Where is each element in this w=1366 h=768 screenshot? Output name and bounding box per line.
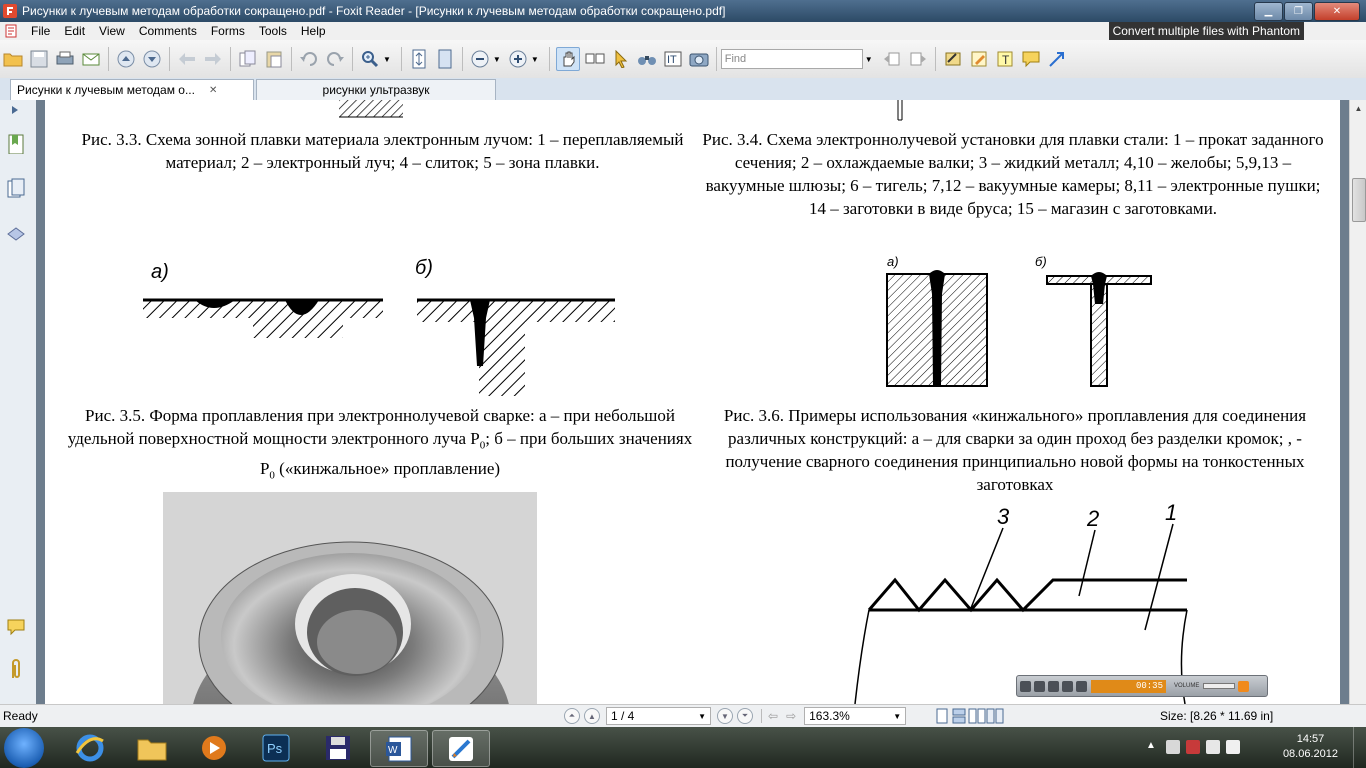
close-button[interactable]: ✕	[1314, 2, 1360, 21]
promo-banner[interactable]: Convert multiple files with Phantom	[1109, 22, 1304, 40]
fig37-label-3: 3	[997, 504, 1010, 529]
media-time-display: 00:35	[1091, 680, 1166, 693]
snapshot-icon[interactable]	[688, 48, 710, 70]
fig36-label-a: а)	[887, 254, 899, 269]
media-stop-icon[interactable]	[1020, 681, 1031, 692]
media-volume-slider[interactable]	[1203, 683, 1235, 689]
foxit-reader-task-icon[interactable]	[432, 730, 490, 767]
toolbar-separator	[462, 47, 463, 71]
toolbar-separator	[935, 47, 936, 71]
fig35-label-b: б)	[415, 257, 433, 279]
pencil-tool-icon[interactable]	[968, 48, 990, 70]
menu-forms[interactable]: Forms	[210, 24, 245, 38]
last-page-icon[interactable]: ⏷	[737, 708, 753, 724]
open-folder-icon[interactable]	[2, 48, 24, 70]
document-viewport[interactable]	[36, 100, 1349, 704]
toolbar-separator	[230, 47, 231, 71]
continuous-facing-view-icon[interactable]	[986, 708, 1004, 724]
maximize-button[interactable]: ❐	[1284, 2, 1313, 21]
media-play-icon[interactable]	[1048, 681, 1059, 692]
toolbar-separator	[716, 47, 717, 71]
page-number-field[interactable]	[606, 707, 711, 725]
layers-icon[interactable]	[6, 224, 26, 244]
tab-document-2[interactable]	[256, 79, 496, 100]
status-ready: Ready	[3, 709, 38, 723]
media-volume-label: VOLUME	[1174, 683, 1200, 689]
menu-comments[interactable]: Comments	[138, 24, 197, 38]
toolbar	[0, 40, 1366, 79]
textbox-tool-icon[interactable]	[994, 48, 1016, 70]
next-view-icon[interactable]: ⇨	[786, 709, 797, 723]
zoom-level-field[interactable]	[804, 707, 906, 725]
bookmarks-icon[interactable]	[6, 134, 26, 154]
find-dropdown-icon[interactable]: ▼	[864, 54, 873, 64]
fig37-label-2: 2	[1087, 506, 1100, 531]
media-pause-icon[interactable]	[1034, 681, 1045, 692]
svg-text:Ps: Ps	[267, 740, 283, 756]
arrow-tool-icon[interactable]	[1046, 48, 1068, 70]
windows-taskbar	[0, 727, 1366, 768]
pdf-page	[45, 100, 1340, 704]
window-title: Рисунки к лучевым методам обработки сокращено.pdf - Foxit Reader - [Рисунки к лучевым методам обработки сокращено.pdf]	[22, 4, 726, 18]
toolbar-separator	[169, 47, 170, 71]
zoom-level-value: 163.3%	[809, 709, 850, 723]
page-number-value: 1 / 4	[611, 709, 635, 723]
show-desktop-button[interactable]	[1353, 727, 1366, 768]
svg-text:T: T	[1001, 53, 1010, 67]
toolbar-separator	[291, 47, 292, 71]
media-close-icon[interactable]	[1238, 681, 1249, 692]
svg-text:IT: IT	[666, 54, 677, 66]
document-menu-icon[interactable]	[4, 24, 18, 38]
tab-close-icon[interactable]: ✕	[208, 84, 218, 96]
previous-page-icon[interactable]: ▲	[584, 708, 600, 724]
status-separator	[761, 709, 762, 723]
scroll-up-icon[interactable]	[115, 48, 137, 70]
menu-view[interactable]: View	[99, 24, 125, 38]
tab-label: рисунки ультразвук	[322, 83, 430, 97]
clock-time: 14:57	[1296, 733, 1325, 745]
caption-fig-3-5: Рис. 3.5. Форма проплавления при электроннолучевой сварке: а – при небольшой удельной поверхностной мощности электронного луча $P_0$; б – при больших значениях $P_0$ («кинжальное» проплавление)	[67, 406, 693, 482]
fig36-label-b: б)	[1035, 254, 1047, 269]
zoom-icon[interactable]	[359, 48, 381, 70]
media-player-task-icon[interactable]	[186, 730, 242, 765]
undo-icon[interactable]	[298, 48, 320, 70]
volume-icon[interactable]	[1166, 740, 1180, 754]
zoom-in-icon[interactable]	[507, 48, 529, 70]
foxit-app-icon[interactable]	[3, 4, 17, 18]
language-icon[interactable]	[1226, 740, 1240, 754]
save-icon[interactable]	[28, 48, 50, 70]
photoshop-icon[interactable]	[248, 730, 304, 765]
paste-icon[interactable]	[263, 48, 285, 70]
menu-tools[interactable]: Tools	[258, 24, 287, 38]
menu-edit[interactable]: Edit	[64, 24, 86, 38]
note-tool-icon[interactable]	[1020, 48, 1042, 70]
fig35-label-a: а)	[151, 261, 169, 283]
next-page-icon[interactable]: ▼	[717, 708, 733, 724]
vertical-scrollbar[interactable]	[1349, 100, 1366, 704]
panel-arrow-icon[interactable]	[6, 104, 26, 124]
page-navigation	[562, 707, 1004, 725]
toolbar-separator	[549, 47, 550, 71]
system-tray	[1140, 740, 1240, 754]
zoom-in-dropdown-icon[interactable]: ▼	[530, 54, 539, 64]
left-navigation-panel	[0, 100, 37, 704]
caption-fig-3-6: Рис. 3.6. Примеры использования «кинжального» проплавления для соединения различных конструкций: а – для сварки за один проход без разделки кромок; , - получение сварного соединения принципиально новой формы на тонкостенных заготовках	[723, 406, 1307, 494]
email-icon[interactable]	[80, 48, 102, 70]
scrollbar-thumb[interactable]	[1352, 178, 1366, 222]
sign-tool-icon[interactable]	[942, 48, 964, 70]
previous-view-icon[interactable]: ⇦	[768, 709, 779, 723]
find-previous-icon[interactable]	[881, 48, 903, 70]
fit-width-icon[interactable]	[434, 48, 456, 70]
tab-document-1[interactable]	[10, 79, 254, 100]
redo-icon[interactable]	[324, 48, 346, 70]
figure-3-8-weld-diagram	[825, 500, 1205, 704]
document-tabs	[0, 78, 1366, 100]
copy-pages-icon[interactable]	[237, 48, 259, 70]
pointer-icon[interactable]	[610, 48, 632, 70]
zoom-level-dropdown-icon[interactable]: ▼	[893, 711, 902, 721]
figure-3-5-penetration-shapes	[125, 250, 625, 398]
action-center-icon[interactable]	[1206, 740, 1220, 754]
media-previous-icon[interactable]	[1062, 681, 1073, 692]
scroll-up-arrow-icon[interactable]: ▲	[1354, 104, 1363, 113]
comments-panel-icon[interactable]	[6, 618, 26, 638]
figure-3-6-dagger-penetration	[875, 252, 1155, 390]
svg-text:W: W	[388, 744, 398, 756]
menu-help[interactable]: Help	[300, 24, 326, 38]
media-player	[1016, 675, 1268, 697]
internet-explorer-icon[interactable]	[62, 730, 118, 765]
single-page-view-icon[interactable]	[934, 708, 950, 724]
menu-bar	[0, 22, 1366, 40]
fig37-label-1: 1	[1165, 500, 1178, 525]
toolbar-separator	[108, 47, 109, 71]
zoom-dropdown-icon[interactable]: ▼	[383, 54, 391, 64]
tab-label: Рисунки к лучевым методам о...	[17, 83, 195, 97]
floppy-save-icon[interactable]	[310, 730, 366, 765]
figure-3-4-fragment	[895, 100, 905, 122]
back-arrow-icon[interactable]	[176, 48, 198, 70]
status-bar	[0, 704, 1366, 728]
word-icon[interactable]	[370, 730, 428, 767]
file-explorer-icon[interactable]	[124, 730, 180, 765]
menu-file[interactable]: File	[31, 24, 51, 38]
pages-thumbnail-icon[interactable]	[6, 178, 26, 198]
forward-arrow-icon[interactable]	[202, 48, 224, 70]
network-icon[interactable]	[1186, 740, 1200, 754]
continuous-view-icon[interactable]	[950, 708, 968, 724]
first-page-icon[interactable]: ⏶	[564, 708, 580, 724]
minimize-button[interactable]: ▁	[1254, 2, 1283, 21]
facing-view-icon[interactable]	[968, 708, 986, 724]
select-text-icon[interactable]	[584, 48, 606, 70]
zoom-out-dropdown-icon[interactable]: ▼	[492, 54, 501, 64]
caption-fig-3-3: Рис. 3.3. Схема зонной плавки материала электронным лучом: 1 – переплавляемый материал; 2 – электронный луч; 4 – слиток; 5 – зона плавки.	[81, 130, 684, 172]
tray-expand-icon[interactable]: ▲	[1146, 740, 1156, 751]
print-icon[interactable]	[54, 48, 76, 70]
toolbar-separator	[352, 47, 353, 71]
page-size: Size: [8.26 * 11.69 in]	[1160, 709, 1274, 723]
title-bar	[0, 0, 1366, 22]
caption-fig-3-4: Рис. 3.4. Схема электроннолучевой установки для плавки стали: 1 – прокат заданного сечения; 2 – охлаждаемые валки; 3 – жидкий металл; 4,10 – желобы; 5,9,13 – вакуумные шлюзы; 6 – тигель; 7,12 – вакуумные камеры; 8,11 – электронные пушки; 14 – заготовки в виде бруса; 15 – магазин с заготовками.	[702, 130, 1324, 218]
page-dropdown-icon[interactable]: ▼	[698, 711, 706, 721]
hand-tool-icon[interactable]	[556, 47, 580, 71]
attachments-icon[interactable]	[6, 658, 26, 678]
figure-3-7-photo	[163, 492, 537, 704]
binoculars-icon[interactable]	[636, 48, 658, 70]
find-next-icon[interactable]	[907, 48, 929, 70]
zoom-out-icon[interactable]	[469, 48, 491, 70]
find-input[interactable]: Find	[721, 49, 863, 69]
toolbar-separator	[401, 47, 402, 71]
scroll-down-icon[interactable]	[141, 48, 163, 70]
clock-date: 08.06.2012	[1282, 748, 1338, 760]
media-next-icon[interactable]	[1076, 681, 1087, 692]
figure-3-3-fragment	[339, 100, 403, 118]
system-clock[interactable]	[1283, 732, 1338, 762]
typewriter-icon[interactable]	[662, 48, 684, 70]
start-button-icon[interactable]	[4, 728, 44, 768]
fit-page-icon[interactable]	[408, 48, 430, 70]
